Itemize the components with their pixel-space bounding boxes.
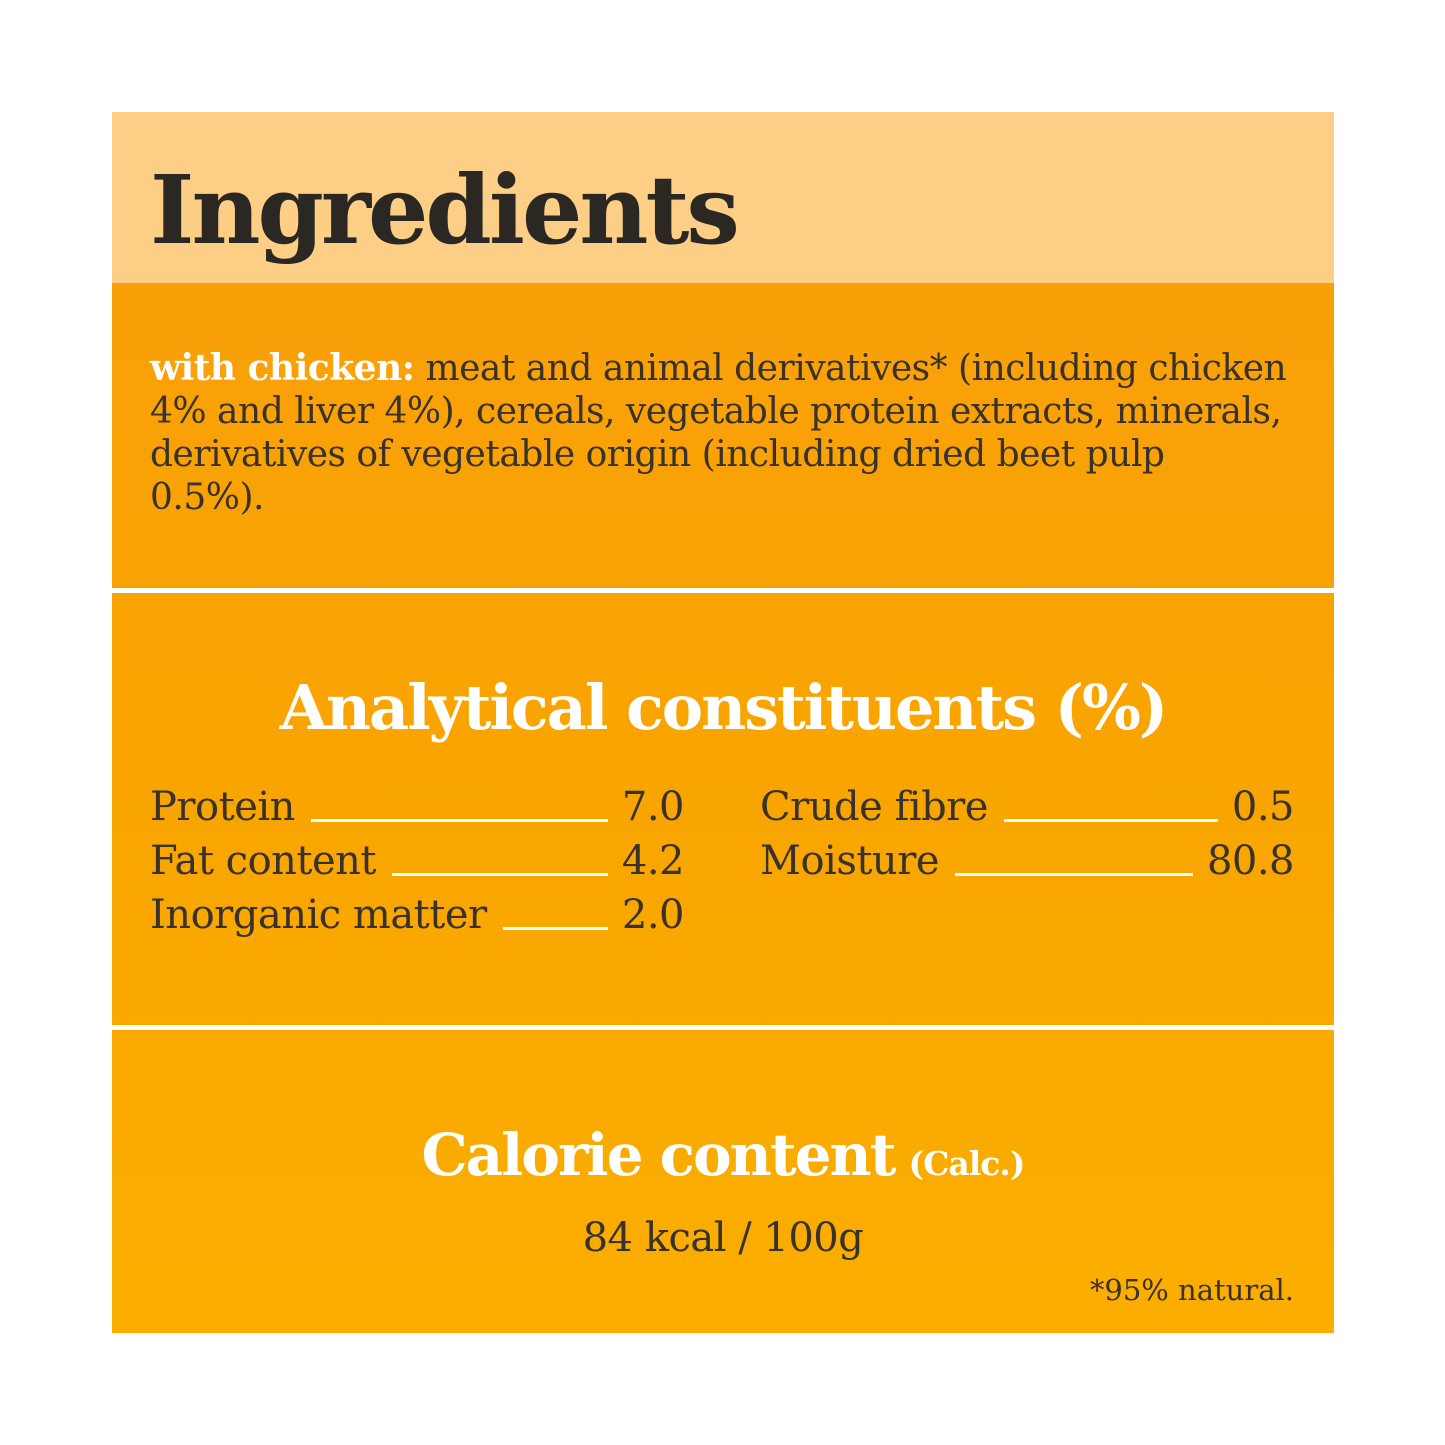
nutrient-value: 2.0 (621, 892, 684, 938)
nutrient-row (150, 885, 684, 939)
nutrient-row (150, 777, 684, 831)
calorie-value: 84 kcal / 100g (582, 1215, 864, 1261)
nutrient-value: 80.8 (1206, 838, 1294, 884)
nutrient-label: Moisture (760, 838, 939, 884)
ingredients-section (112, 283, 1334, 588)
leader-line (392, 873, 608, 876)
calorie-title-text: Calorie content (421, 1121, 895, 1189)
ingredients-list-text: meat and animal derivatives* (including chicken 4% and liver 4%), cereals, vegetable protein extracts, minerals, derivatives of vegetable origin (including dried beet pulp 0.5%). (150, 348, 1287, 518)
ingredients-title: Ingredients (150, 155, 737, 266)
label-header (112, 112, 1334, 283)
nutrient-label: Protein (150, 784, 295, 830)
nutrient-row (760, 831, 1294, 885)
ingredients-variant-lead: with chicken: (150, 347, 415, 389)
ingredients-paragraph (150, 347, 1288, 519)
nutrient-label: Inorganic matter (150, 892, 487, 938)
nutrient-value: 0.5 (1231, 784, 1294, 830)
analytical-section (112, 593, 1334, 1025)
nutrient-label: Fat content (150, 838, 377, 884)
calorie-title-suffix: (Calc.) (908, 1144, 1025, 1183)
nutrient-column-left (150, 777, 684, 939)
nutrient-label: Crude fibre (760, 784, 988, 830)
calorie-title (112, 1121, 1334, 1193)
nutrient-column-right (760, 777, 1294, 939)
leader-line (311, 819, 608, 822)
nutrition-label (112, 112, 1334, 1333)
leader-line (1004, 819, 1218, 822)
leader-line (503, 927, 608, 930)
nutrient-table (112, 777, 1334, 939)
nutrient-row (760, 777, 1294, 831)
nutrient-value: 7.0 (621, 784, 684, 830)
analytical-title: Analytical constituents (%) (279, 671, 1167, 744)
leader-line (955, 873, 1193, 876)
label-body (112, 283, 1334, 1333)
calorie-section (112, 1030, 1334, 1333)
nutrient-value: 4.2 (621, 838, 684, 884)
natural-footnote: *95% natural. (1089, 1273, 1294, 1307)
nutrient-row (150, 831, 684, 885)
